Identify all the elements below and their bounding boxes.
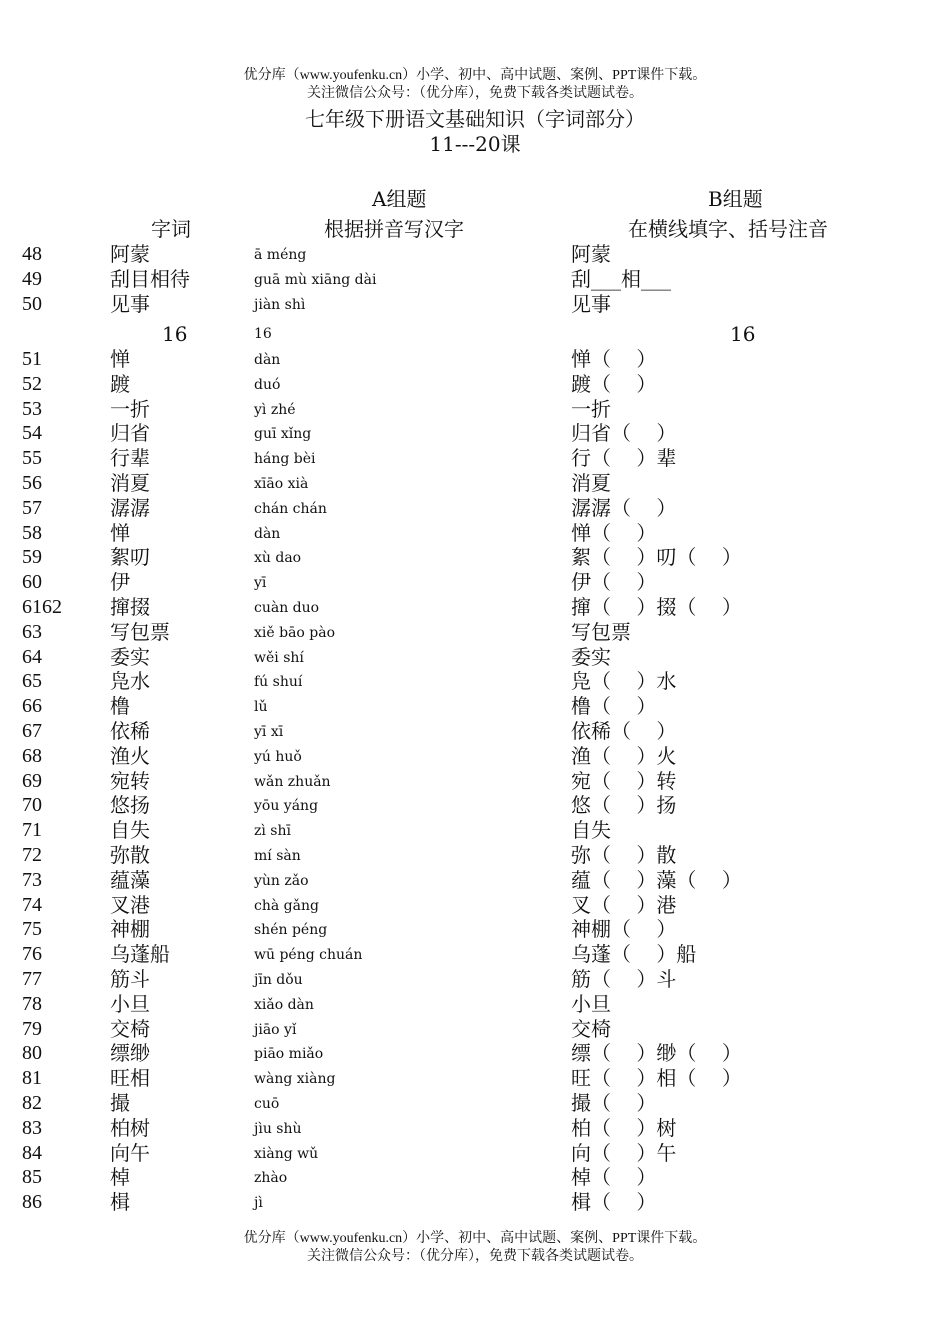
- row-word: 缥缈: [110, 1041, 150, 1066]
- row-word: 归省: [110, 421, 150, 446]
- row-fill-blank: 柏（ ）树: [571, 1115, 677, 1140]
- table-row: [0, 545, 950, 570]
- table-row: [0, 645, 950, 670]
- row-number: 71: [22, 819, 42, 842]
- page-title: 七年级下册语文基础知识（字词部分）: [305, 107, 645, 131]
- row-fill-blank: 见事: [571, 292, 611, 316]
- row-pinyin: háng bèi: [254, 451, 316, 468]
- row-pinyin: jì: [254, 1195, 263, 1212]
- row-fill-blank: 叉（ ）港: [571, 892, 677, 917]
- group-b-label: B组题: [708, 187, 763, 211]
- row-fill-blank: 棹（ ）: [571, 1165, 657, 1190]
- row-fill-blank: 归省（ ）: [571, 421, 677, 446]
- row-word: 一折: [110, 396, 150, 421]
- row-number: 49: [22, 268, 42, 290]
- row-pinyin: yú huǒ: [254, 748, 302, 765]
- row-word: 楫: [110, 1190, 130, 1215]
- row-fill-blank: 小旦: [571, 991, 611, 1016]
- row-pinyin: xiě bāo pào: [254, 624, 336, 641]
- row-fill-blank: 楫（ ）: [571, 1190, 657, 1215]
- row-number: 73: [22, 868, 42, 891]
- footer-line-1: 优分库（www.youfenku.cn）小学、初中、高中试题、案例、PPT课件下载。: [243, 1231, 707, 1246]
- row-number: 59: [22, 546, 42, 569]
- row-pinyin: wěi shí: [254, 649, 304, 666]
- row-word: 叉港: [110, 892, 150, 917]
- row-number: 80: [22, 1042, 42, 1065]
- row-number: 83: [22, 1116, 42, 1139]
- row-word: 筋斗: [110, 967, 150, 991]
- row-number: 50: [22, 293, 42, 315]
- row-pinyin: yùn zǎo: [254, 872, 309, 889]
- row-number: 51: [22, 348, 42, 370]
- row-word: 棹: [110, 1165, 130, 1190]
- row-number: 60: [22, 571, 42, 594]
- table-row: [0, 843, 950, 868]
- row-fill-blank: 渔（ ）火: [571, 743, 677, 768]
- row-number: 54: [22, 422, 42, 445]
- row-pinyin: guī xǐng: [254, 426, 312, 443]
- row-fill-blank: 橹（ ）: [571, 694, 657, 719]
- row-fill-blank: 向（ ）午: [571, 1140, 677, 1165]
- row-fill-blank: 筋（ ）斗: [571, 967, 677, 991]
- table-row: [0, 372, 950, 397]
- row-pinyin: wū péng chuán: [254, 947, 363, 964]
- row-number: 57: [22, 496, 42, 519]
- row-number: 72: [22, 844, 42, 866]
- column-a-header: 根据拼音写汉字: [324, 217, 464, 241]
- table-row: [0, 292, 950, 317]
- row-pinyin: mí sàn: [254, 848, 301, 864]
- row-fill-blank: 消夏: [571, 471, 611, 495]
- row-word: 柏树: [110, 1115, 150, 1140]
- row-pinyin: shén péng: [254, 922, 328, 939]
- row-word: 乌蓬船: [110, 942, 170, 967]
- row-fill-blank: 絮（ ）叨（ ）: [571, 545, 742, 570]
- row-word: 踱: [110, 371, 130, 396]
- row-fill-blank: 缥（ ）缈（ ）: [571, 1041, 742, 1066]
- row-number: 53: [22, 397, 42, 420]
- row-word: 伊: [110, 570, 130, 595]
- table-row: [0, 893, 950, 918]
- row-pinyin: lǔ: [254, 699, 268, 716]
- table-row: [0, 347, 950, 372]
- row-number: 85: [22, 1166, 42, 1189]
- row-fill-blank: 踱（ ）: [571, 371, 657, 396]
- table-row: [0, 496, 950, 521]
- row-word: 惮: [110, 520, 130, 545]
- row-number: 84: [22, 1141, 42, 1164]
- row-number: 58: [22, 521, 42, 544]
- row-fill-blank: 旺（ ）相（ ）: [571, 1066, 742, 1091]
- table-row: [0, 267, 950, 292]
- row-word: 絮叨: [110, 545, 150, 570]
- section-fill-number: 16: [730, 322, 756, 346]
- row-fill-blank: 自失: [571, 818, 611, 843]
- row-number: 76: [22, 943, 42, 966]
- row-fill-blank: 委实: [571, 644, 611, 669]
- row-word: 旺相: [110, 1066, 150, 1091]
- table-row: [0, 719, 950, 744]
- row-pinyin: dàn: [254, 525, 281, 542]
- row-number: 63: [22, 620, 42, 643]
- row-fill-blank: 写包票: [571, 619, 631, 644]
- table-row: [0, 1190, 950, 1215]
- row-pinyin: yī xī: [254, 724, 284, 740]
- table-row: [0, 669, 950, 694]
- table-row: [0, 1017, 950, 1042]
- row-pinyin: wǎn zhuǎn: [254, 773, 331, 790]
- row-word: 撮: [110, 1091, 130, 1115]
- table-row: [0, 1091, 950, 1116]
- table-row: [0, 769, 950, 794]
- row-pinyin: xiǎo dàn: [254, 996, 314, 1013]
- row-pinyin: cuō: [254, 1096, 280, 1112]
- row-number: 79: [22, 1017, 42, 1040]
- header-line-2: 关注微信公众号：（优分库），免费下载各类试题试卷。: [307, 86, 643, 101]
- row-pinyin: wàng xiàng: [254, 1071, 336, 1088]
- section-pinyin-number: 16: [254, 326, 272, 342]
- row-number: 68: [22, 744, 42, 767]
- table-row: [0, 917, 950, 942]
- row-word: 橹: [110, 694, 130, 719]
- table-row: [0, 446, 950, 471]
- table-row: [0, 620, 950, 645]
- row-fill-blank: 行（ ）辈: [571, 446, 677, 471]
- column-b-header: 在横线填字、括号注音: [628, 217, 828, 241]
- table-row: [0, 967, 950, 992]
- row-fill-blank: 一折: [571, 396, 611, 421]
- table-row: [0, 818, 950, 843]
- row-number: 78: [22, 992, 42, 1015]
- row-fill-blank: 弥（ ）散: [571, 843, 677, 867]
- row-word: 凫水: [110, 669, 150, 694]
- table-row: [0, 793, 950, 818]
- row-word: 自失: [110, 818, 150, 843]
- row-fill-blank: 撮（ ）: [571, 1091, 657, 1115]
- row-pinyin: guā mù xiāng dài: [254, 272, 377, 288]
- row-number: 81: [22, 1067, 42, 1090]
- row-number: 70: [22, 794, 42, 817]
- row-word: 弥散: [110, 843, 150, 867]
- row-word: 依稀: [110, 719, 150, 743]
- row-pinyin: cuàn duo: [254, 600, 320, 616]
- row-word: 写包票: [110, 619, 170, 644]
- row-pinyin: piāo miǎo: [254, 1046, 324, 1063]
- row-word: 潺潺: [110, 495, 150, 520]
- row-word: 见事: [110, 292, 150, 316]
- row-word: 行辈: [110, 446, 150, 471]
- table-row: [0, 1066, 950, 1091]
- table-row: [0, 868, 950, 893]
- table-row: [0, 1041, 950, 1066]
- row-fill-blank: 依稀（ ）: [571, 719, 677, 743]
- row-number: 75: [22, 918, 42, 941]
- table-row: [0, 595, 950, 620]
- row-pinyin: zhào: [254, 1170, 288, 1187]
- row-fill-blank: 悠（ ）扬: [571, 793, 677, 818]
- row-word: 蕴藻: [110, 867, 150, 892]
- table-row: [0, 992, 950, 1017]
- row-word: 神棚: [110, 917, 150, 942]
- row-pinyin: chán chán: [254, 500, 327, 517]
- table-row: [0, 242, 950, 267]
- row-fill-blank: 阿蒙: [571, 242, 611, 266]
- table-row: [0, 471, 950, 496]
- row-pinyin: xiàng wǔ: [254, 1145, 319, 1162]
- row-word: 交椅: [110, 1016, 150, 1041]
- group-a-label: A组题: [372, 187, 427, 211]
- table-row: [0, 942, 950, 967]
- row-fill-blank: 凫（ ）水: [571, 669, 677, 694]
- row-fill-blank: 伊（ ）: [571, 570, 657, 595]
- row-number: 69: [22, 769, 42, 792]
- section-word-number: 16: [162, 322, 188, 346]
- row-word: 刮目相待: [110, 267, 190, 291]
- table-row: [0, 1141, 950, 1166]
- table-row: [0, 744, 950, 769]
- table-row: [0, 1165, 950, 1190]
- row-fill-blank: 惮（ ）: [571, 520, 657, 545]
- row-pinyin: chà gǎng: [254, 897, 319, 914]
- row-pinyin: zì shī: [254, 823, 291, 840]
- row-pinyin: jìu shù: [254, 1120, 302, 1137]
- row-pinyin: jiàn shì: [254, 297, 306, 313]
- header-line-1: 优分库（www.youfenku.cn）小学、初中、高中试题、案例、PPT课件下载。: [243, 68, 707, 83]
- table-row: [0, 521, 950, 546]
- row-number: 82: [22, 1092, 42, 1114]
- row-number: 66: [22, 695, 42, 718]
- row-word: 悠扬: [110, 793, 150, 818]
- row-number: 74: [22, 893, 42, 916]
- row-pinyin: xīāo xià: [254, 476, 309, 492]
- row-word: 小旦: [110, 991, 150, 1016]
- row-number: 56: [22, 472, 42, 494]
- row-fill-blank: 乌蓬（ ）船: [571, 942, 697, 967]
- row-fill-blank: 宛（ ）转: [571, 768, 677, 793]
- row-number: 64: [22, 645, 42, 668]
- table-row: [0, 397, 950, 422]
- row-fill-blank: 神棚（ ）: [571, 917, 677, 942]
- row-word: 渔火: [110, 743, 150, 768]
- row-number: 6162: [22, 596, 62, 618]
- row-pinyin: duó: [254, 376, 281, 393]
- row-pinyin: yì zhé: [254, 401, 296, 418]
- row-pinyin: ā méng: [254, 247, 307, 263]
- row-number: 65: [22, 670, 42, 693]
- row-pinyin: fú shuí: [254, 674, 303, 691]
- row-fill-blank: 撺（ ）掇（ ）: [571, 595, 742, 619]
- row-pinyin: jīn dǒu: [254, 972, 303, 988]
- table-row: [0, 1116, 950, 1141]
- row-pinyin: dàn: [254, 352, 281, 368]
- row-fill-blank: 惮（ ）: [571, 347, 657, 371]
- row-word: 撺掇: [110, 595, 150, 619]
- table-row: [0, 570, 950, 595]
- row-word: 宛转: [110, 768, 150, 793]
- row-word: 阿蒙: [110, 242, 150, 266]
- row-pinyin: yōu yáng: [254, 798, 319, 815]
- row-word: 惮: [110, 347, 130, 371]
- row-pinyin: xù dao: [254, 550, 302, 567]
- row-fill-blank: 交椅: [571, 1016, 611, 1041]
- row-number: 67: [22, 720, 42, 742]
- row-word: 消夏: [110, 471, 150, 495]
- table-row: [0, 421, 950, 446]
- row-fill-blank: 潺潺（ ）: [571, 495, 677, 520]
- row-word: 委实: [110, 644, 150, 669]
- row-fill-blank: 刮___相___: [571, 267, 671, 291]
- row-number: 52: [22, 372, 42, 395]
- page-subtitle: 11---20课: [429, 132, 521, 156]
- footer-line-2: 关注微信公众号：（优分库），免费下载各类试题试卷。: [307, 1249, 643, 1264]
- row-word: 向午: [110, 1140, 150, 1165]
- row-fill-blank: 蕴（ ）藻（ ）: [571, 867, 742, 892]
- row-number: 48: [22, 243, 42, 265]
- row-number: 55: [22, 447, 42, 470]
- row-pinyin: yī: [254, 575, 267, 592]
- row-number: 86: [22, 1191, 42, 1214]
- column-word-header: 字词: [151, 217, 191, 241]
- row-number: 77: [22, 968, 42, 990]
- table-row: [0, 694, 950, 719]
- row-pinyin: jiāo yǐ: [254, 1021, 297, 1038]
